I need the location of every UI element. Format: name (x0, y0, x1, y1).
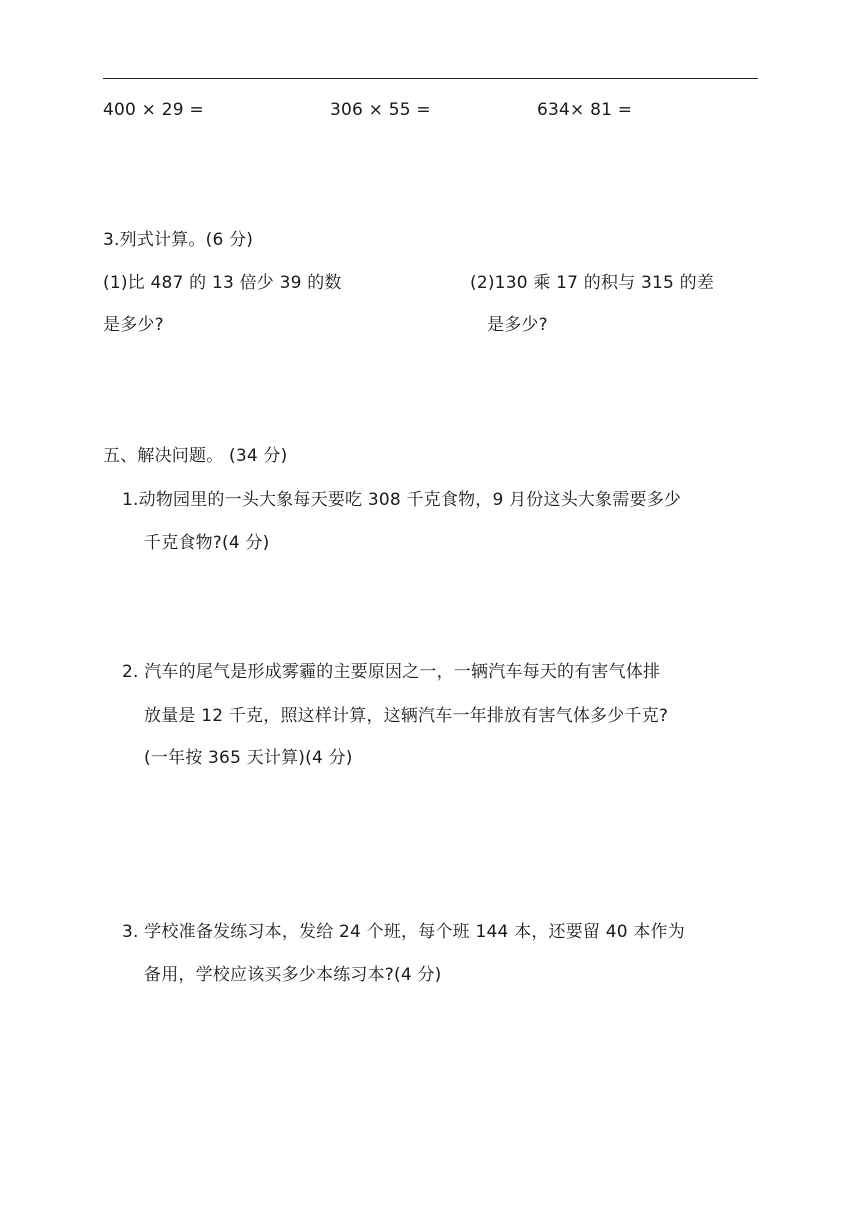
question-1-line-1: (1)比 487 的 13 倍少 39 的数 (103, 273, 342, 293)
problem-2-line-3: (一年按 365 天计算)(4 分) (144, 748, 353, 768)
problem-1-line-1: 1.动物园里的一头大象每天要吃 308 千克食物，9 月份这头大象需要多少 (122, 490, 682, 510)
problem-3-line-1: 3. 学校准备发练习本，发给 24 个班，每个班 144 本，还要留 40 本作为 (122, 922, 685, 942)
calc-expression-2: 306 × 55 = (330, 100, 431, 120)
problem-2-line-2: 放量是 12 千克，照这样计算，这辆汽车一年排放有害气体多少千克? (144, 706, 669, 726)
calc-expression-1: 400 × 29 = (103, 100, 204, 120)
problem-3-line-2: 备用，学校应该买多少本练习本?(4 分) (144, 965, 442, 985)
problem-2-line-1: 2. 汽车的尾气是形成雾霾的主要原因之一，一辆汽车每天的有害气体排 (122, 662, 661, 682)
calc-expression-3: 634× 81 = (537, 100, 633, 120)
problem-1-line-2: 千克食物?(4 分) (144, 533, 270, 553)
section-3-title: 3.列式计算。(6 分) (103, 230, 254, 250)
header-rule (103, 78, 758, 79)
section-5-title: 五、解决问题。 (34 分) (103, 446, 288, 466)
question-2-line-2: 是多少? (487, 315, 548, 335)
question-1-line-2: 是多少? (103, 315, 164, 335)
question-2-line-1: (2)130 乘 17 的积与 315 的差 (470, 273, 715, 293)
